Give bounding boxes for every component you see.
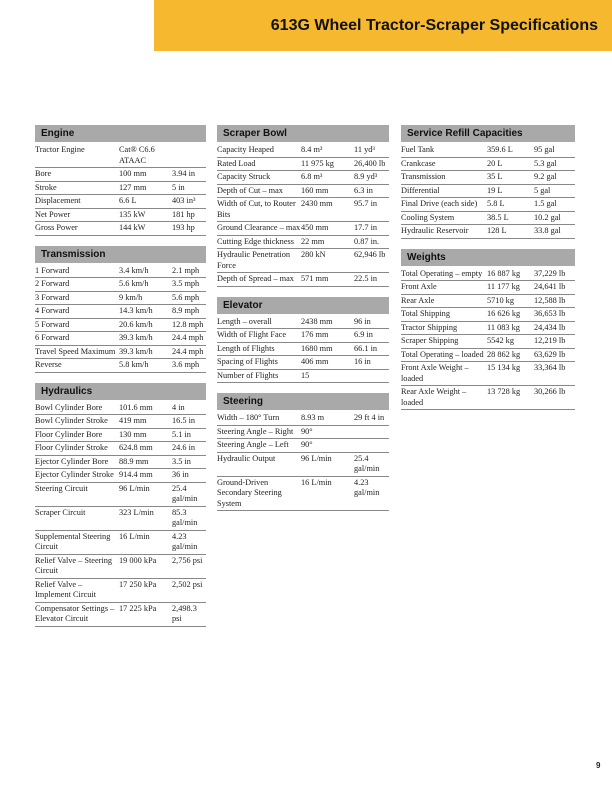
spec-english-value: 10.2 gal (534, 212, 561, 222)
spec-row (401, 158, 575, 172)
spec-english-value: 24.6 in (172, 443, 196, 452)
spec-english-value: 193 hp (172, 223, 195, 232)
spec-label: Compensator Settings – Elevator Circuit (35, 603, 115, 623)
spec-label: Rear Axle Weight – loaded (401, 387, 467, 407)
spec-metric-value: 90° (301, 440, 313, 449)
spec-column-left (35, 125, 206, 637)
spec-label: Differential (401, 185, 440, 195)
spec-row (401, 225, 575, 239)
section-heading: Scraper Bowl (217, 125, 389, 142)
spec-metric-value: 130 mm (119, 429, 147, 439)
spec-label: Number of Flights (217, 370, 279, 380)
spec-metric-value: 8.4 m³ (301, 145, 323, 154)
spec-label: Hydraulic Output (217, 453, 276, 463)
spec-label: Gross Power (35, 223, 78, 232)
spec-english-value: 17.7 in (354, 223, 378, 232)
spec-metric-value: Cat® C6.6 ATAAC (119, 145, 155, 165)
spec-row (35, 305, 206, 319)
spec-label: Hydraulic Penetration Force (217, 250, 291, 270)
spec-english-value: 22.5 in (354, 274, 378, 283)
spec-label: Reverse (35, 360, 62, 369)
spec-metric-value: 17 250 kPa (119, 579, 157, 589)
spec-row (217, 249, 389, 273)
spec-english-value (354, 427, 389, 438)
weights-section (401, 249, 575, 411)
spec-english-value: 4 in (172, 402, 185, 412)
spec-row (35, 222, 206, 236)
section-heading: Steering (217, 393, 389, 410)
spec-english-value: 85.3 gal/min (172, 507, 198, 527)
spec-metric-value: 5.8 km/h (119, 360, 149, 369)
spec-row (35, 319, 206, 333)
spec-metric-value: 16 L/min (119, 531, 150, 541)
spec-metric-value: 20.6 km/h (119, 319, 153, 329)
spec-metric-value: 9 km/h (119, 292, 143, 302)
spec-row (35, 278, 206, 292)
spec-row (35, 332, 206, 346)
section-heading: Service Refill Capacities (401, 125, 575, 142)
spec-english-value: 37,229 lb (534, 268, 566, 278)
spec-row (217, 171, 389, 185)
spec-label: Capacity Heaped (217, 145, 274, 154)
spec-metric-value: 127 mm (119, 182, 147, 192)
spec-row (35, 507, 206, 531)
spec-column-middle (217, 125, 389, 521)
spec-metric-value: 5.6 km/h (119, 279, 149, 288)
spec-metric-value: 96 L/min (301, 453, 332, 463)
spec-label: Relief Valve – Implement Circuit (35, 579, 97, 599)
spec-english-value: 12,588 lb (534, 295, 566, 305)
spec-metric-value: 96 L/min (119, 483, 150, 493)
spec-row (217, 185, 389, 199)
spec-label: Length – overall (217, 316, 272, 326)
spec-english-value: 29 ft 4 in (354, 413, 385, 422)
spec-row (35, 555, 206, 579)
page-title: 613G Wheel Tractor-Scraper Specifications (270, 17, 598, 34)
spec-metric-value: 280 kN (301, 250, 326, 259)
spec-english-value: 16.5 in (172, 416, 196, 425)
spec-label: Tractor Shipping (401, 322, 458, 332)
spec-row (35, 168, 206, 182)
spec-label: Spacing of Flights (217, 357, 278, 366)
transmission-section (35, 246, 206, 373)
spec-label: Depth of Spread – max (217, 274, 294, 283)
spec-metric-value: 13 728 kg (487, 387, 521, 396)
spec-row (217, 426, 389, 440)
spec-label: Tractor Engine (35, 145, 85, 154)
spec-metric-value: 359.6 L (487, 145, 513, 154)
spec-metric-value: 3.4 km/h (119, 265, 149, 275)
spec-english-value: 24,434 lb (534, 322, 566, 332)
spec-label: Width of Cut, to Router Bits (217, 199, 296, 219)
spec-metric-value: 419 mm (119, 416, 147, 425)
spec-english-value: 4.23 gal/min (172, 531, 198, 551)
spec-label: 1 Forward (35, 265, 70, 275)
spec-english-value: 26,400 lb (354, 158, 386, 168)
spec-english-value: 3.6 mph (172, 360, 200, 369)
spec-label: Total Shipping (401, 309, 450, 318)
spec-row (217, 477, 389, 512)
spec-row (217, 370, 389, 384)
spec-metric-value: 914.4 mm (119, 470, 153, 479)
spec-row (217, 222, 389, 236)
spec-metric-value: 15 (301, 370, 310, 380)
hydraulics-section (35, 383, 206, 627)
spec-metric-value: 19 L (487, 185, 503, 195)
spec-row (401, 386, 575, 410)
spec-metric-value: 35 L (487, 172, 503, 181)
spec-row (401, 268, 575, 282)
spec-row (217, 343, 389, 357)
spec-label: Displacement (35, 196, 81, 205)
spec-english-value: 11 yd³ (354, 145, 375, 154)
scraper-bowl-section (217, 125, 389, 287)
spec-label: Final Drive (each side) (401, 199, 478, 208)
spec-label: Rated Load (217, 158, 256, 168)
spec-row (401, 185, 575, 199)
spec-label: 3 Forward (35, 292, 70, 302)
spec-english-value: 95.7 in (354, 199, 378, 208)
spec-column-right (401, 125, 575, 420)
spec-metric-value: 176 mm (301, 330, 329, 339)
spec-label: Scraper Shipping (401, 336, 459, 345)
spec-metric-value: 624.8 mm (119, 443, 153, 452)
spec-label: Steering Circuit (35, 483, 88, 493)
spec-english-value: 62,946 lb (354, 250, 386, 259)
spec-row (217, 439, 389, 453)
spec-english-value: 8.9 yd³ (354, 172, 378, 181)
spec-metric-value: 11 177 kg (487, 282, 520, 291)
spec-row (401, 349, 575, 363)
spec-metric-value: 406 mm (301, 357, 329, 366)
spec-label: Capacity Struck (217, 172, 271, 181)
spec-english-value: 12.8 mph (172, 319, 204, 329)
spec-row (217, 453, 389, 477)
spec-english-value: 8.9 mph (172, 306, 200, 315)
spec-label: Bore (35, 169, 52, 178)
spec-row (35, 359, 206, 373)
spec-metric-value: 16 L/min (301, 477, 332, 487)
spec-label: Bowl Cylinder Bore (35, 402, 103, 412)
spec-english-value: 5.1 in (172, 429, 191, 439)
spec-label: 6 Forward (35, 333, 70, 342)
spec-metric-value: 39.3 km/h (119, 346, 153, 356)
spec-row (35, 531, 206, 555)
service-refill-capacities-section (401, 125, 575, 239)
spec-label: Floor Cylinder Bore (35, 429, 103, 439)
spec-label: Ground-Driven Secondary Steering System (217, 477, 282, 508)
spec-english-value: 403 in³ (172, 196, 196, 205)
section-heading: Engine (35, 125, 206, 142)
spec-english-value: 36,653 lb (534, 309, 566, 318)
spec-metric-value: 5.8 L (487, 199, 505, 208)
spec-metric-value: 38.5 L (487, 212, 509, 222)
spec-metric-value: 90° (301, 426, 313, 436)
spec-english-value: 63,629 lb (534, 349, 566, 359)
spec-label: Net Power (35, 209, 71, 219)
spec-metric-value: 11 083 kg (487, 322, 520, 332)
spec-english-value: 25.4 gal/min (354, 453, 380, 473)
spec-row (401, 295, 575, 309)
spec-english-value: 96 in (354, 316, 371, 326)
spec-row (401, 144, 575, 158)
spec-label: Depth of Cut – max (217, 185, 283, 195)
spec-row (35, 292, 206, 306)
title-banner (154, 0, 612, 51)
spec-row (217, 144, 389, 158)
spec-metric-value: 11 975 kg (301, 158, 334, 168)
spec-label: Bowl Cylinder Stroke (35, 416, 108, 425)
spec-metric-value: 15 134 kg (487, 363, 521, 372)
spec-english-value: 1.5 gal (534, 199, 557, 208)
spec-label: Cooling System (401, 212, 455, 222)
spec-row (35, 144, 206, 168)
spec-english-value: 9.2 gal (534, 172, 557, 181)
spec-english-value: 5 gal (534, 185, 551, 195)
spec-english-value: 6.3 in (354, 185, 373, 195)
spec-metric-value: 144 kW (119, 223, 146, 232)
spec-english-value: 66.1 in (354, 343, 378, 353)
spec-metric-value: 17 225 kPa (119, 603, 157, 613)
spec-english-value: 30,266 lb (534, 387, 566, 396)
spec-row (35, 209, 206, 223)
spec-english-value: 3.5 mph (172, 279, 200, 288)
spec-row (35, 429, 206, 443)
spec-row (35, 402, 206, 416)
spec-label: Stroke (35, 182, 57, 192)
spec-metric-value: 20 L (487, 158, 503, 168)
spec-metric-value: 14.3 km/h (119, 306, 153, 315)
spec-row (217, 412, 389, 426)
spec-row (35, 265, 206, 279)
spec-metric-value: 16 626 kg (487, 309, 521, 318)
spec-label: Fuel Tank (401, 145, 435, 154)
spec-row (35, 195, 206, 209)
spec-metric-value: 5710 kg (487, 295, 514, 305)
spec-metric-value: 1680 mm (301, 343, 333, 353)
spec-row (217, 316, 389, 330)
spec-english-value (354, 440, 389, 451)
spec-metric-value: 19 000 kPa (119, 555, 157, 565)
spec-row (35, 603, 206, 627)
spec-metric-value: 6.6 L (119, 196, 137, 205)
spec-label: 5 Forward (35, 319, 70, 329)
spec-row (35, 346, 206, 360)
spec-label: Floor Cylinder Stroke (35, 443, 108, 452)
spec-metric-value: 128 L (487, 226, 507, 235)
spec-row (401, 212, 575, 226)
spec-row (35, 182, 206, 196)
spec-metric-value: 8.93 m (301, 413, 325, 422)
spec-row (35, 442, 206, 456)
spec-label: Hydraulic Reservoir (401, 226, 469, 235)
spec-row (35, 415, 206, 429)
spec-row (217, 236, 389, 250)
spec-metric-value: 6.8 m³ (301, 172, 323, 181)
spec-label: Total Operating – empty (401, 268, 483, 278)
spec-english-value: 2,502 psi (172, 579, 203, 589)
spec-label: Transmission (401, 172, 446, 181)
spec-label: Rear Axle (401, 295, 435, 305)
spec-row (35, 483, 206, 507)
spec-metric-value: 100 mm (119, 169, 147, 178)
spec-label: Supplemental Steering Circuit (35, 531, 111, 551)
spec-metric-value: 2438 mm (301, 316, 333, 326)
spec-english-value: 24,641 lb (534, 282, 566, 291)
section-heading: Elevator (217, 297, 389, 314)
spec-label: Relief Valve – Steering Circuit (35, 555, 113, 575)
spec-label: Travel Speed Maximum (35, 346, 116, 356)
section-heading: Weights (401, 249, 575, 266)
spec-metric-value: 5542 kg (487, 336, 514, 345)
section-heading: Transmission (35, 246, 206, 263)
spec-metric-value: 135 kW (119, 209, 146, 219)
spec-label: Steering Angle – Left (217, 440, 289, 449)
steering-section (217, 393, 389, 511)
spec-metric-value: 28 862 kg (487, 349, 521, 359)
spec-label: Front Axle Weight – loaded (401, 363, 469, 383)
spec-label: Ground Clearance – max (217, 223, 301, 232)
spec-metric-value: 39.3 km/h (119, 333, 153, 342)
engine-section (35, 125, 206, 236)
elevator-section (217, 297, 389, 384)
spec-english-value: 4.23 gal/min (354, 477, 380, 497)
spec-metric-value: 88.9 mm (119, 456, 149, 466)
spec-english-value: 5.6 mph (172, 292, 200, 302)
spec-row (401, 308, 575, 322)
spec-english-value: 2,756 psi (172, 555, 203, 565)
spec-row (217, 198, 389, 222)
spec-metric-value: 2430 mm (301, 199, 333, 208)
spec-label: Width – 180° Turn (217, 413, 280, 422)
spec-row (35, 456, 206, 470)
spec-english-value: 3.5 in (172, 456, 191, 466)
spec-metric-value: 323 L/min (119, 507, 154, 517)
spec-english-value: 24.4 mph (172, 346, 204, 356)
spec-metric-value: 101.6 mm (119, 402, 153, 412)
spec-english-value: 33.8 gal (534, 226, 561, 235)
spec-english-value: 2,498.3 psi (172, 603, 197, 623)
page-number: 9 (596, 761, 601, 770)
spec-english-value: 25.4 gal/min (172, 483, 198, 503)
spec-english-value (354, 371, 389, 382)
spec-label: Scraper Circuit (35, 507, 86, 517)
spec-english-value: 181 hp (172, 209, 195, 219)
spec-english-value: 5 in (172, 182, 185, 192)
spec-metric-value: 16 887 kg (487, 268, 521, 278)
spec-label: Cutting Edge thickness (217, 236, 294, 246)
spec-row (35, 469, 206, 483)
spec-row (401, 198, 575, 212)
spec-row (401, 281, 575, 295)
spec-label: 2 Forward (35, 279, 70, 288)
spec-label: Width of Flight Face (217, 330, 287, 339)
spec-row (35, 579, 206, 603)
spec-label: Ejector Cylinder Bore (35, 456, 109, 466)
spec-english-value: 33,364 lb (534, 363, 566, 372)
spec-english-value: 2.1 mph (172, 265, 200, 275)
spec-row (401, 362, 575, 386)
spec-row (217, 356, 389, 370)
spec-metric-value: 450 mm (301, 223, 329, 232)
spec-english-value: 95 gal (534, 145, 555, 154)
spec-row (401, 171, 575, 185)
spec-label: Length of Flights (217, 343, 275, 353)
spec-label: Total Operating – loaded (401, 349, 484, 359)
spec-row (217, 329, 389, 343)
spec-metric-value: 571 mm (301, 274, 329, 283)
section-heading: Hydraulics (35, 383, 206, 400)
spec-label: 4 Forward (35, 306, 70, 315)
spec-metric-value: 22 mm (301, 236, 325, 246)
spec-english-value (172, 145, 206, 166)
spec-label: Front Axle (401, 282, 437, 291)
spec-row (401, 335, 575, 349)
spec-label: Crankcase (401, 158, 436, 168)
spec-english-value: 5.3 gal (534, 158, 557, 168)
spec-row (401, 322, 575, 336)
spec-label: Steering Angle – Right (217, 426, 294, 436)
spec-english-value: 6.9 in (354, 330, 373, 339)
spec-label: Ejector Cylinder Stroke (35, 470, 114, 479)
spec-row (217, 273, 389, 287)
spec-row (217, 158, 389, 172)
spec-english-value: 36 in (172, 470, 189, 479)
spec-english-value: 0.87 in. (354, 236, 380, 246)
spec-english-value: 3.94 in (172, 169, 196, 178)
spec-english-value: 16 in (354, 357, 371, 366)
spec-metric-value: 160 mm (301, 185, 329, 195)
spec-english-value: 12,219 lb (534, 336, 566, 345)
spec-english-value: 24.4 mph (172, 333, 204, 342)
